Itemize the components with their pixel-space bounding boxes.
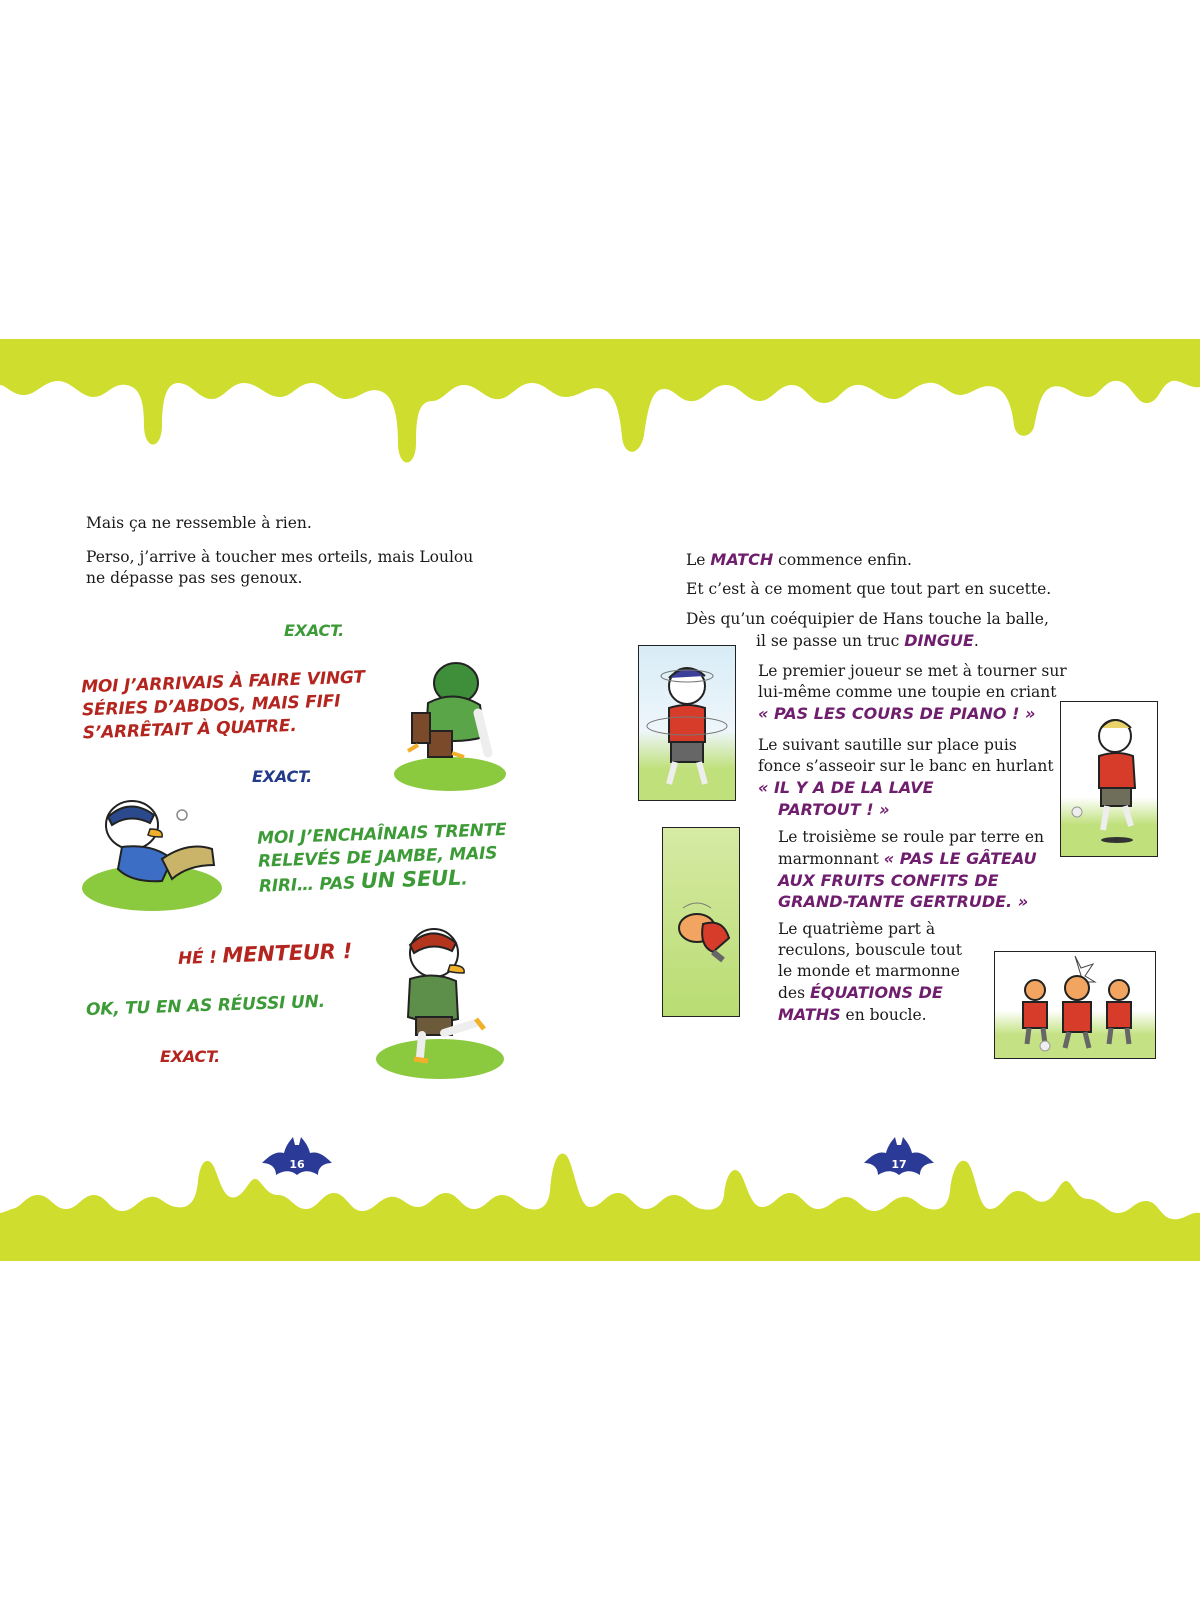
rolling-player-illustration <box>663 828 739 1016</box>
bat-icon <box>864 1135 934 1179</box>
book-spread <box>0 339 1200 1261</box>
narration-paragraph: Le quatrième part à reculons, bouscule tout le monde et marmonne des ÉQUATIONS DE MATHS en boucle. <box>778 920 963 1024</box>
narration-paragraph: Perso, j’arrive à toucher mes orteils, mais Loulou ne dépasse pas ses genoux. <box>86 548 474 587</box>
comic-panel-rolling-player <box>662 827 740 1017</box>
narration-paragraph: Le MATCH commence enfin. <box>686 550 912 569</box>
narration-paragraph: Le troisième se roule par terre en marmonnant « PAS LE GÂTEAU AUX FRUITS CONFITS DE GRAND-TANTE GERTRUDE. » <box>778 828 1045 911</box>
narration-paragraph: Le suivant sautille sur place puis fonce s’asseoir sur le banc en hurlant « IL Y A DE LA LAVE PARTOUT ! » <box>758 736 1054 819</box>
slime-drip-bottom <box>0 1151 1200 1261</box>
duck-pushup-illustration <box>398 653 508 773</box>
duck-kick-illustration <box>386 919 496 1069</box>
dialogue-exact: EXACT. <box>252 767 312 786</box>
jumping-player-illustration <box>1061 702 1157 856</box>
bumping-players-illustration <box>995 952 1155 1058</box>
page-number: 16 <box>289 1158 305 1171</box>
narration-paragraph: Et c’est à ce moment que tout part en sucette. <box>686 580 1052 598</box>
dialogue-exact: EXACT. <box>284 621 344 640</box>
dialogue-exact: EXACT. <box>160 1047 220 1066</box>
comic-panel-bumping-player <box>994 951 1156 1059</box>
narration-paragraph: Mais ça ne ressemble à rien. <box>86 514 312 532</box>
narration-paragraph: Le premier joueur se met à tourner sur lui-même comme une toupie en criant « PAS LES COURS DE PIANO ! » <box>758 662 1067 723</box>
spinning-player-illustration <box>639 646 735 800</box>
bat-icon <box>262 1135 332 1179</box>
page-number: 17 <box>891 1158 907 1171</box>
dialogue-abdos: MOI J’ARRIVAIS À FAIRE VINGT SÉRIES D’ABDOS, MAIS FIFI S’ARRÊTAIT À QUATRE. <box>80 667 366 744</box>
duck-situp-illustration <box>92 785 232 895</box>
slime-drip-top <box>0 339 1200 479</box>
dialogue-menteur: HÉ ! MENTEUR ! <box>177 938 353 970</box>
dialogue-jambe: MOI J’ENCHAÎNAIS TRENTE RELEVÉS DE JAMBE, MAIS RIRI… PAS UN SEUL. <box>256 820 507 897</box>
dialogue-ok: OK, TU EN AS RÉUSSI UN. <box>85 991 326 1021</box>
narration-paragraph: Dès qu’un coéquipier de Hans touche la balle, il se passe un truc DINGUE. <box>686 610 1049 650</box>
comic-panel-jumping-player <box>1060 701 1158 857</box>
comic-panel-spinning-player <box>638 645 736 801</box>
